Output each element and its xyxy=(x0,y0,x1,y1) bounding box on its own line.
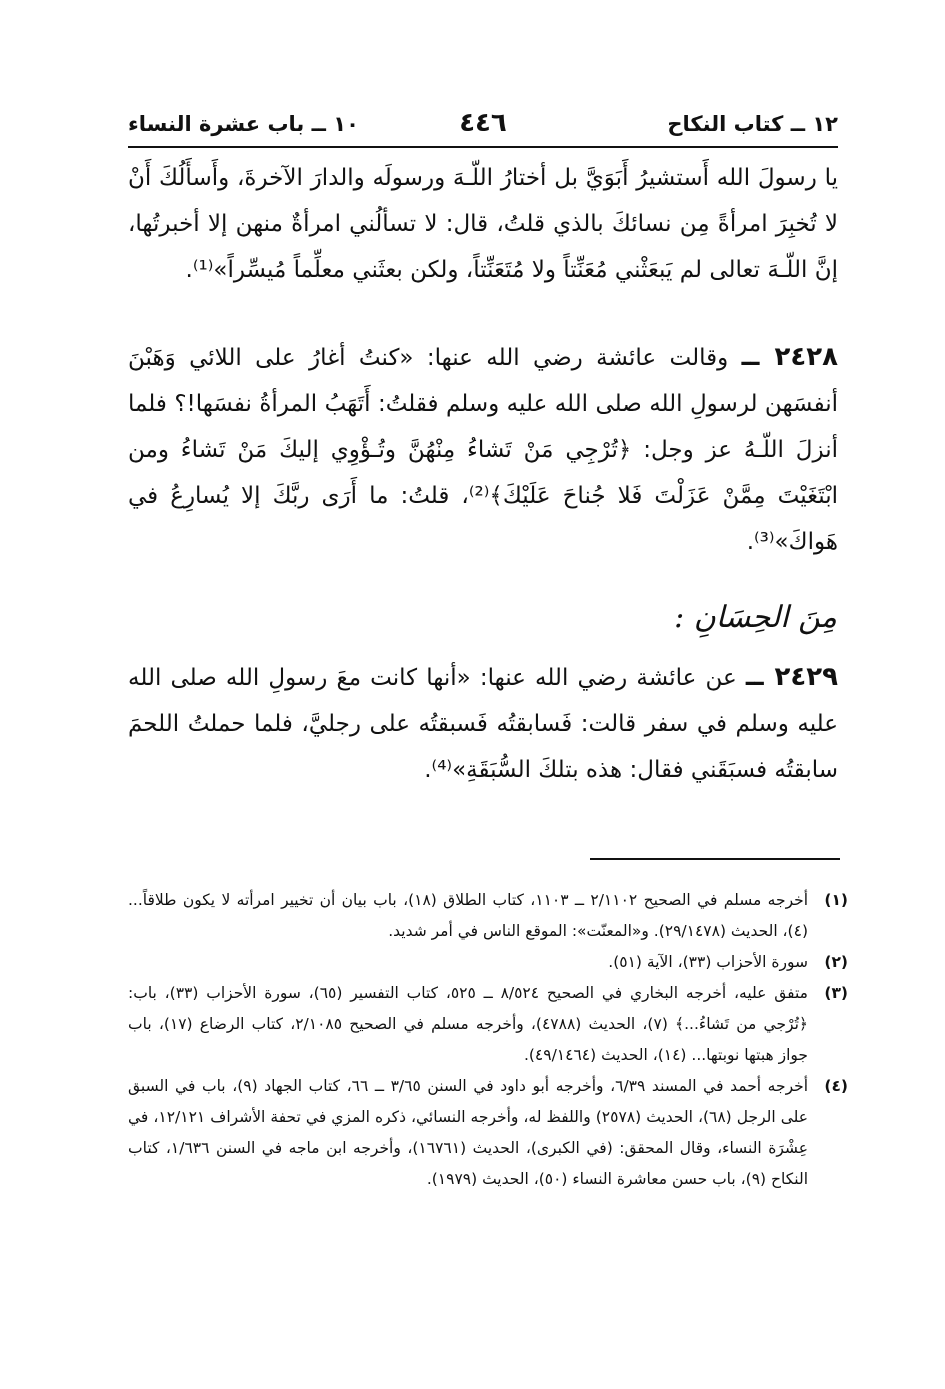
header-divider xyxy=(128,146,838,148)
footnotes xyxy=(128,885,848,1195)
header-page-number: ٤٤٦ xyxy=(459,108,507,138)
footnote-text: أخرجه أحمد في المسند ٦/٣٩، وأخرجه أبو داود في السنن ٣/٦٥ ــ ٦٦، كتاب الجهاد (٩)، باب في السبق على الرجل (٦٨)، الحديث (٢٥٧٨) واللفظ له، وأخرجه النسائي، ذكره المزي في تحفة الأشراف ١٢/١٢١، في عِشْرَة النساء، وقال المحقق: (في الكبرى)، الحديث (١٦٧٦١)، وأخرجه ابن ماجه في السنن ١/٦٣٦، كتاب النكاح (٩)، باب حسن معاشرة النساء (٥٠)، الحديث (١٩٧٩). xyxy=(128,1077,809,1188)
hadith-number: ٢٤٢٩ ــ xyxy=(745,662,839,692)
running-header xyxy=(128,108,838,148)
hadith-2429 xyxy=(128,654,838,793)
hadith-number: ٢٤٢٨ ــ xyxy=(741,342,839,372)
footnote-number: (٢) xyxy=(824,953,848,971)
hadith-2428 xyxy=(128,334,838,565)
footnote-divider xyxy=(590,858,840,860)
footnote-number: (٣) xyxy=(824,984,848,1002)
hadith-text: وقالت عائشة رضي الله عنها: «كنتُ أغارُ على اللائي وَهَبْنَ أنفسَهن لرسولِ الله صلى الله عليه وسلم فقلتُ: أَتَهَبُ المرأةُ نفسَها!؟ فلما أنزلَ اللّـهُ عز وجل: ﴿تُرْجِي مَنْ تَشاءُ مِنْهُنَّ وتُـؤْوِي إليكَ مَنْ تَشاءُ ومن ابْتَغَيْتَ مِمَّنْ عَزَلْتَ فَلا جُناحَ عَلَيْكَ﴾⁽²⁾، قلتُ: ما أَرَى ربَّكَ إلا يُسارِعُ في هَواكَ»⁽³⁾. xyxy=(128,345,838,555)
header-chapter-title: ١٠ ــ باب عشرة النساء xyxy=(128,112,359,136)
footnote-2 xyxy=(128,947,848,978)
section-heading: مِنَ الحِسَانِ : xyxy=(674,600,837,635)
hadith-text: عن عائشة رضي الله عنها: «أنها كانت معَ رسولِ الله صلى الله عليه وسلم في سفر قالت: فَسابقتُه فَسبقتُه على رجليَّ، فلما حملتُ اللحمَ سابقتُه فسبَقَني فقال: هذه بتلكَ السُّبَقَةِ»⁽⁴⁾. xyxy=(128,665,838,783)
footnote-1 xyxy=(128,885,848,947)
continuation-paragraph: يا رسولَ الله أَستشيرُ أَبَوَيَّ بل أختارُ اللّـهَ ورسولَه والدارَ الآخرةَ، وأَسأَلُكَ أَنْ لا تُخبِرَ امرأةً مِن نسائكَ بالذي قلتُ، قال: لا تسألُني امرأةٌ منهن إلا أخبرتُها، إنَّ اللّـهَ تعالى لم يَبعَثْني مُعَنِّتاً ولا مُتَعَنِّتاً، ولكن بعثَني معلِّماً مُيسِّراً»⁽¹⁾. xyxy=(128,165,838,283)
footnote-text: أخرجه مسلم في الصحيح ٢/١١٠٢ ــ ١١٠٣، كتاب الطلاق (١٨)، باب بيان أن تخيير امرأته لا يكون طلاقاً... (٤)، الحديث (٢٩/١٤٧٨). و«المعنّت»: الموقع الناس في أمر شديد. xyxy=(128,891,809,940)
footnote-number: (٤) xyxy=(824,1077,848,1095)
footnote-text: سورة الأحزاب (٣٣)، الآية (٥١). xyxy=(608,953,808,971)
footnote-text: متفق عليه، أخرجه البخاري في الصحيح ٨/٥٢٤ ــ ٥٢٥، كتاب التفسير (٦٥)، سورة الأحزاب (٣٣)، باب: ﴿تُرْجي من تَشاءُ...﴾ (٧)، الحديث (٤٧٨٨)، وأخرجه مسلم في الصحيح ٢/١٠٨٥، كتاب الرضاع (١٧)، باب جواز هبتها نوبتها... (١٤)، الحديث (٤٩/١٤٦٤). xyxy=(128,984,808,1064)
footnote-4 xyxy=(128,1071,848,1195)
header-book-title: ١٢ ــ كتاب النكاح xyxy=(667,112,838,136)
footnote-3 xyxy=(128,978,848,1071)
footnote-number: (١) xyxy=(824,891,848,909)
